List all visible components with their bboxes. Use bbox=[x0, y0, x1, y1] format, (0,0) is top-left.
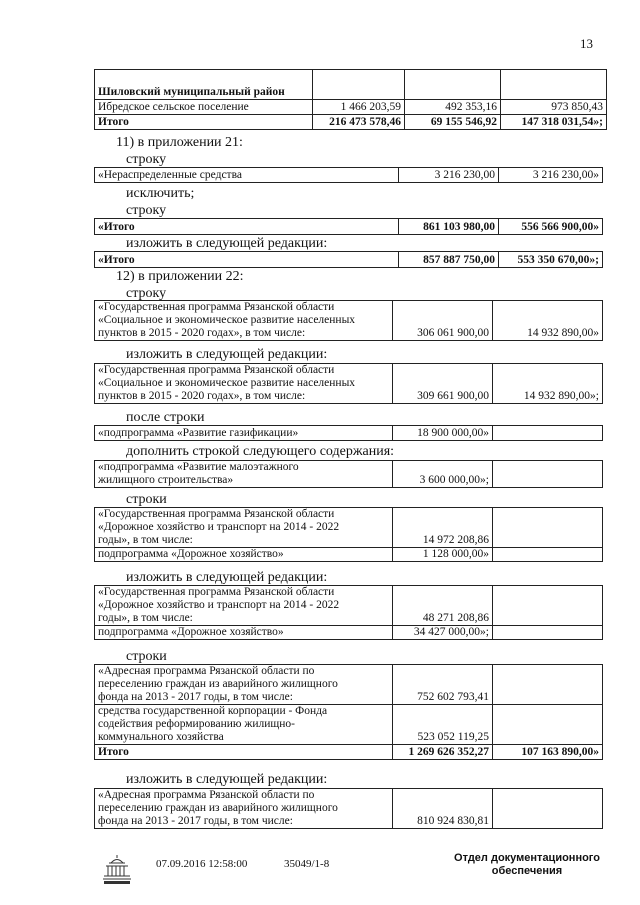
table-row: «подпрограмма «Развитие газификации» 18 900 000,00» bbox=[95, 426, 603, 441]
table-row: «Государственная программа Рязанской области «Социальное и экономическое развитие населенных пунктов в 2015 - 2020 годах», в том числе: 306 061 900,00 14 932 890,00» bbox=[95, 301, 603, 341]
table-road-old bbox=[94, 507, 603, 562]
table-row: Итого 216 473 578,46 69 155 546,92 147 318 031,54»; bbox=[95, 115, 607, 130]
table-row: средства государственной корпорации - Фонда содействия реформированию жилищно- коммунального хозяйства 523 052 119,25 bbox=[95, 705, 603, 745]
table-prog-old bbox=[94, 300, 603, 341]
instruction-text: строку bbox=[126, 152, 167, 167]
table-row: Итого 1 269 626 352,27 107 163 890,00» bbox=[95, 745, 603, 760]
table-itogo-old bbox=[94, 218, 603, 235]
table-nerasp bbox=[94, 167, 603, 183]
table-row: «Государственная программа Рязанской области «Социальное и экономическое развитие населенных пунктов в 2015 - 2020 годах», в том числе: 309 661 900,00 14 932 890,00»; bbox=[95, 364, 603, 404]
table-lowrise bbox=[94, 460, 603, 488]
table-row: «подпрограмма «Развитие малоэтажного жилищного строительства» 3 600 000,00»; bbox=[95, 461, 603, 488]
table-row: «Адресная программа Рязанской области по переселению граждан из аварийного жилищного фонда на 2013 - 2017 годы, в том числе: 810 924 830,81 bbox=[95, 789, 603, 829]
table-addr-old bbox=[94, 664, 603, 760]
instruction-text: строку bbox=[126, 203, 167, 218]
table-prog-new bbox=[94, 363, 603, 404]
footer-datetime: 07.09.2016 12:58:00 bbox=[156, 858, 248, 870]
table-row: «Итого 861 103 980,00 556 566 900,00» bbox=[95, 219, 603, 235]
table-itogo-new bbox=[94, 251, 603, 268]
table-row: «Нераспределенные средства 3 216 230,00 3 216 230,00» bbox=[95, 168, 603, 183]
section-heading: 11) в приложении 21: bbox=[116, 135, 243, 150]
table-row: «Адресная программа Рязанской области по переселению граждан из аварийного жилищного фонда на 2013 - 2017 годы, в том числе: 752 602 793,41 bbox=[95, 665, 603, 705]
instruction-text: изложить в следующей редакции: bbox=[126, 570, 328, 585]
table-road-new bbox=[94, 585, 603, 640]
instruction-text: строки bbox=[126, 492, 167, 507]
instruction-text: изложить в следующей редакции: bbox=[126, 772, 328, 787]
instruction-text: строки bbox=[126, 649, 167, 664]
table-addr-new bbox=[94, 788, 603, 829]
table-gas bbox=[94, 425, 603, 441]
table-row: «Итого 857 887 750,00 553 350 670,00»; bbox=[95, 252, 603, 268]
instruction-text: после строки bbox=[126, 410, 205, 425]
page-number: 13 bbox=[580, 36, 593, 51]
table-row: «Государственная программа Рязанской области «Дорожное хозяйство и транспорт на 2014 - 2022 годы», в том числе: 48 271 208,86 bbox=[95, 586, 603, 626]
instruction-text: исключить; bbox=[126, 186, 195, 201]
row-name: Ибредское сельское поселение bbox=[95, 100, 313, 115]
duma-building-logo-icon bbox=[100, 852, 134, 886]
table-row: подпрограмма «Дорожное хозяйство» 1 128 000,00» bbox=[95, 548, 603, 562]
instruction-text: строку bbox=[126, 286, 167, 301]
table-top bbox=[94, 69, 607, 130]
instruction-text: дополнить строкой следующего содержания: bbox=[126, 444, 395, 459]
section-heading: 12) в приложении 22: bbox=[116, 269, 244, 284]
table-row: подпрограмма «Дорожное хозяйство» 34 427 000,00»; bbox=[95, 626, 603, 640]
row-name: Шиловский муниципальный район bbox=[95, 70, 313, 100]
instruction-text: изложить в следующей редакции: bbox=[126, 236, 328, 251]
footer-doc-number: 35049/1-8 bbox=[284, 858, 330, 870]
table-row: «Государственная программа Рязанской области «Дорожное хозяйство и транспорт на 2014 - 2022 годы», в том числе: 14 972 208,86 bbox=[95, 508, 603, 548]
row-name: Итого bbox=[95, 115, 313, 130]
table-row bbox=[95, 70, 607, 100]
footer-department: Отдел документационного обеспечения bbox=[454, 852, 600, 877]
instruction-text: изложить в следующей редакции: bbox=[126, 347, 328, 362]
table-row: Ибредское сельское поселение 1 466 203,59 492 353,16 973 850,43 bbox=[95, 100, 607, 115]
